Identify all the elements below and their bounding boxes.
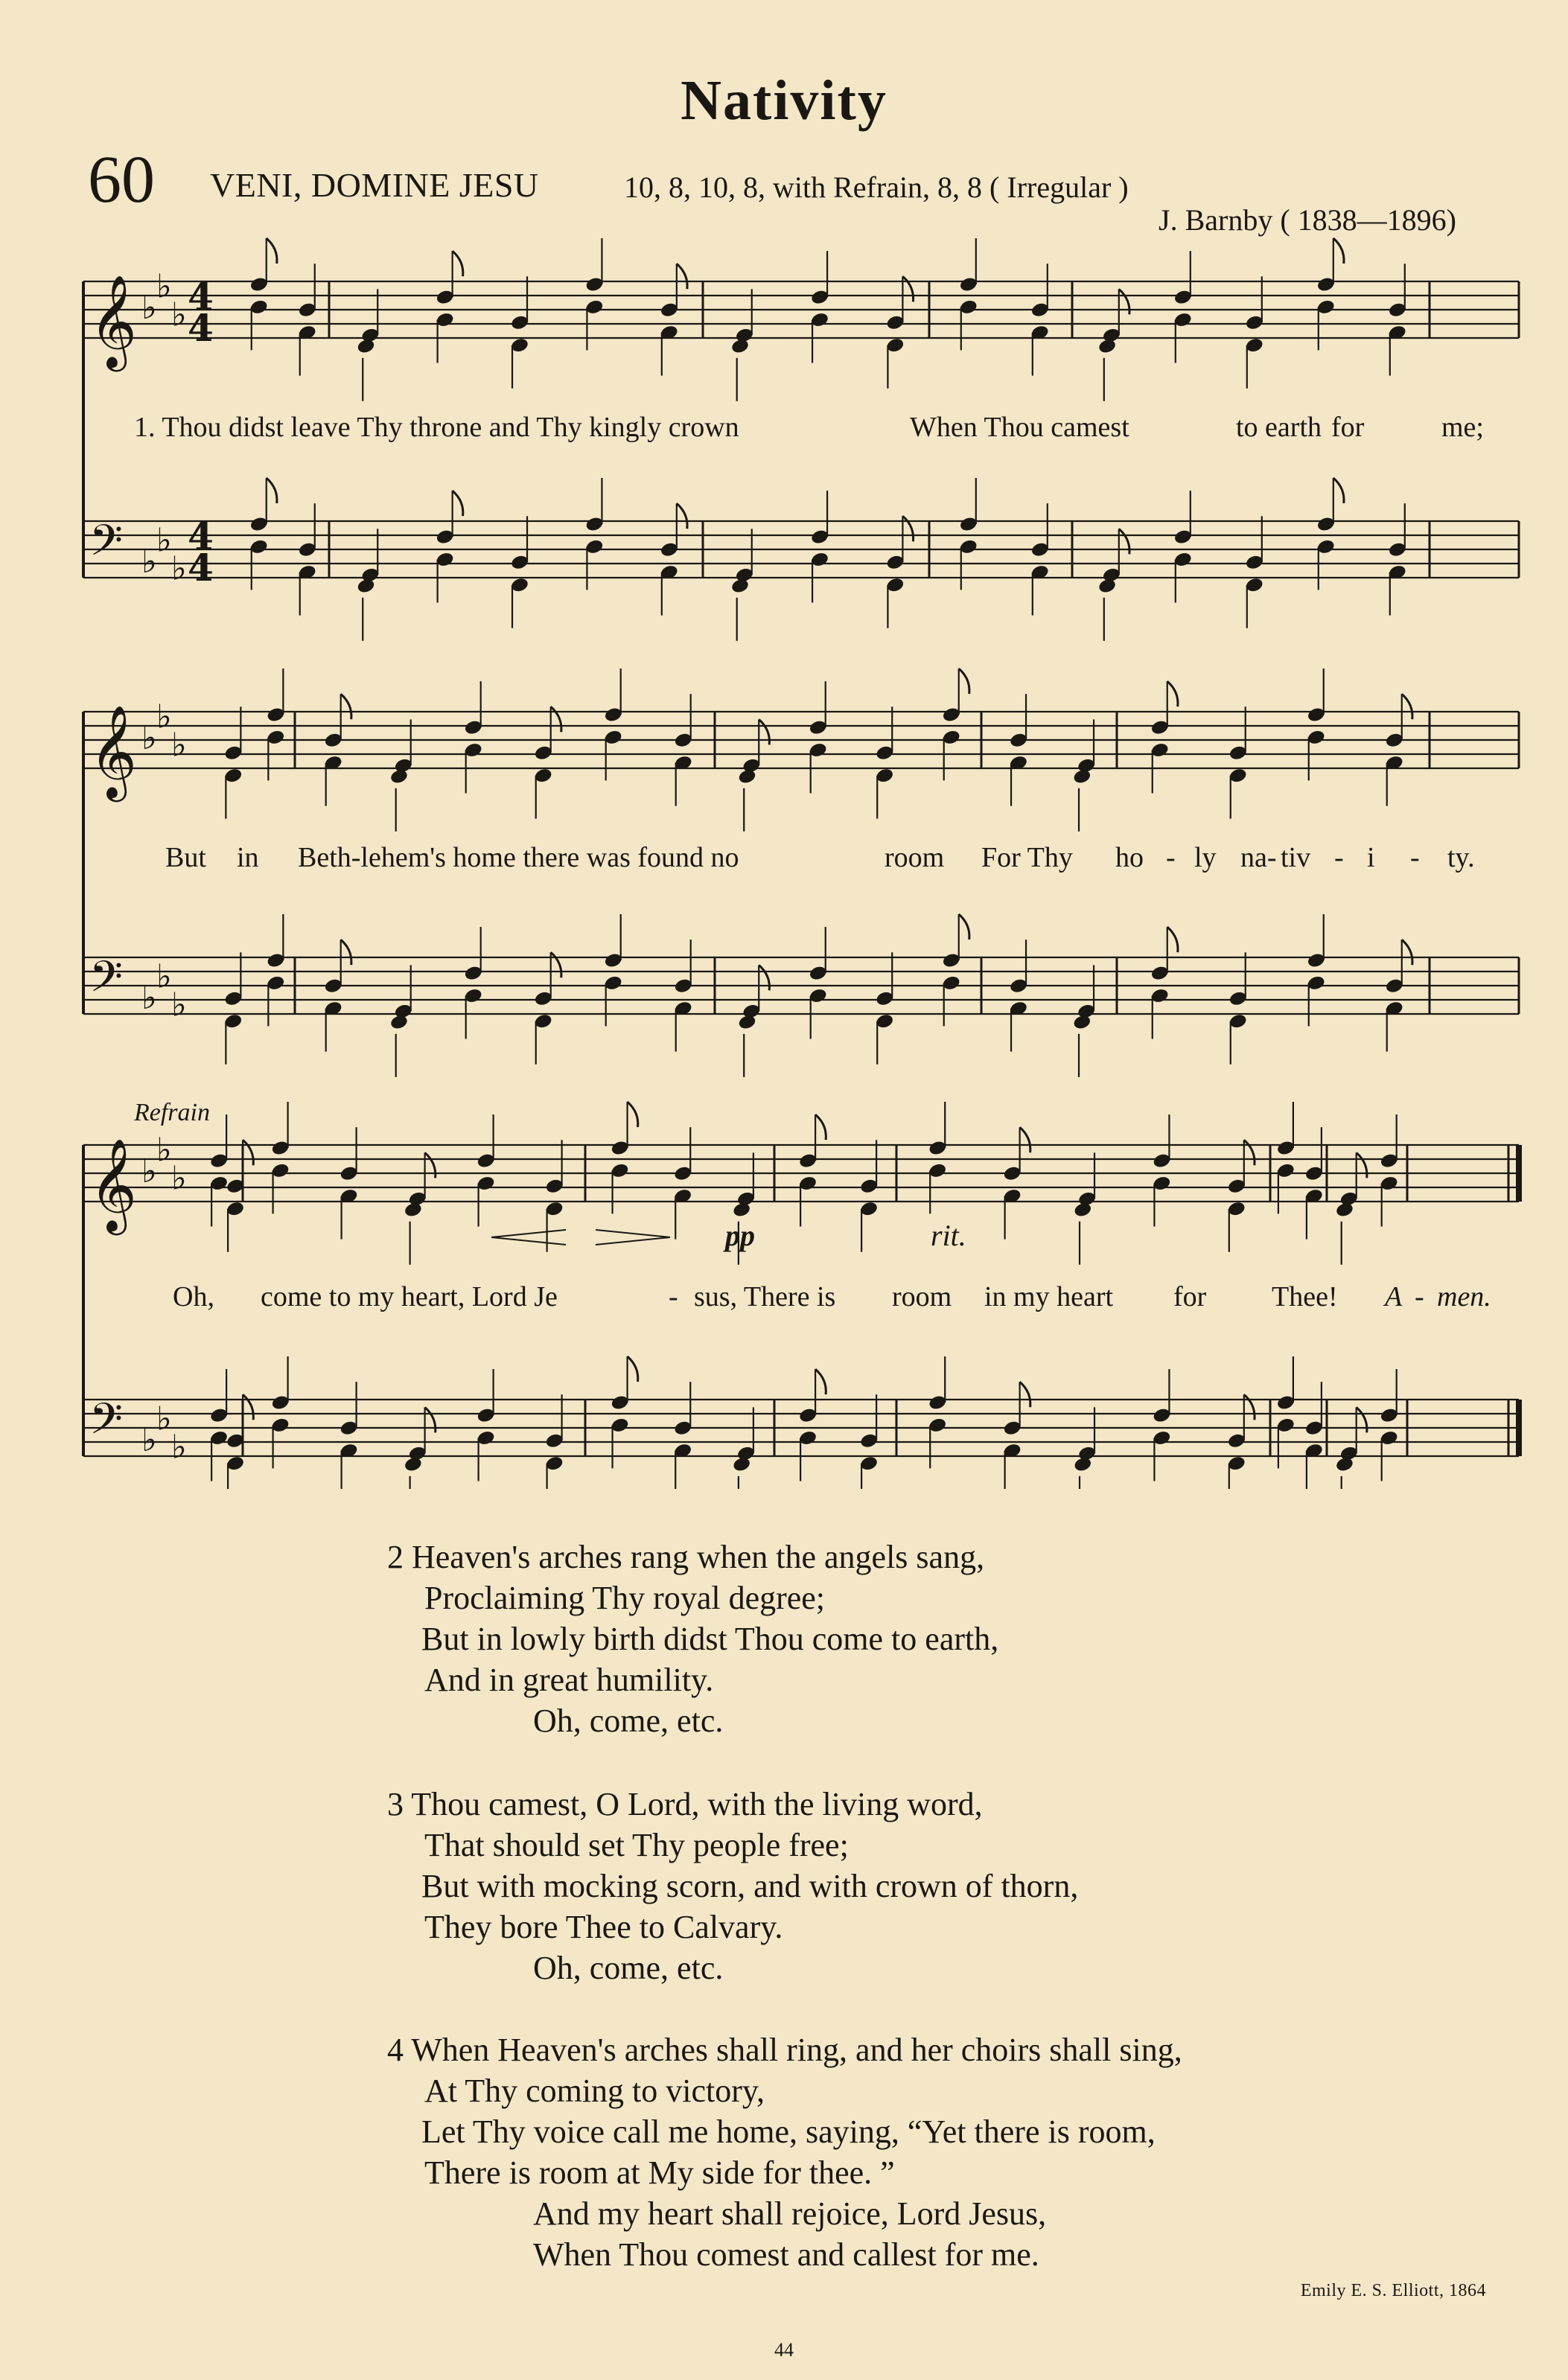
note-flag: [425, 1152, 436, 1178]
lyric-s2-4: For Thy: [981, 842, 1073, 873]
note-flag: [677, 503, 687, 529]
lyric-s1-b: When Thou camest: [910, 412, 1129, 443]
flat-sign: ♭: [171, 1159, 187, 1198]
note-flag: [1402, 939, 1412, 965]
note-flag: [1119, 529, 1129, 554]
lyric-s2-13: ty.: [1447, 842, 1475, 873]
lyric-s2-0: But: [165, 842, 206, 873]
stanza-4: [387, 2029, 1182, 2275]
stanza-line-text: Thou camest, O Lord, with the living word,: [411, 1786, 983, 1822]
lyric-s3-3: sus, There is: [694, 1281, 836, 1312]
flat-sign: ♭: [171, 296, 187, 334]
lyric-s3-0: Oh,: [173, 1281, 214, 1312]
lyric-s3-8: A: [1385, 1281, 1403, 1312]
lyric-s1-e: me;: [1441, 412, 1484, 443]
page-number: 44: [774, 2339, 794, 2361]
stanza-number: 3: [387, 1786, 404, 1822]
stanza-3: [387, 1784, 1078, 1988]
note-flag: [1020, 1382, 1030, 1407]
lyric-s3-10: men.: [1437, 1281, 1491, 1312]
lyric-s1-c: to earth: [1236, 412, 1322, 443]
bass-clef: 𝄢: [89, 951, 124, 1012]
note-flag: [243, 1140, 253, 1165]
lyric-s3-4: room: [892, 1281, 952, 1312]
note-flag: [1167, 927, 1178, 952]
note-flag: [815, 1114, 826, 1140]
note-flag: [759, 719, 769, 744]
stanza-line: And my heart shall rejoice, Lord Jesus,: [533, 2195, 1047, 2232]
lyric-s1-a: 1. Thou didst leave Thy throne and Thy kingly crown: [134, 412, 739, 443]
lyric-s2-2: Beth-lehem's home there was found no: [298, 842, 739, 873]
stanza-line: Oh, come, etc.: [533, 1703, 724, 1739]
note-flag: [1357, 1407, 1367, 1432]
stanza-line: [387, 1537, 998, 1577]
treble-clef: 𝄞: [89, 705, 137, 798]
time-signature-bottom: 4: [188, 546, 214, 590]
stanza-line: That should set Thy people free;: [424, 1827, 849, 1863]
flat-sign: ♭: [156, 1131, 172, 1170]
lyric-s2-8: na-: [1240, 842, 1277, 873]
stanza-line: And in great humility.: [424, 1662, 714, 1698]
note-flag: [267, 238, 277, 264]
note-flag: [243, 1394, 253, 1420]
lyric-s2-7: ly: [1194, 842, 1217, 873]
note-flag: [341, 939, 351, 965]
lyric-s2-12: -: [1410, 842, 1420, 873]
flat-sign: ♭: [171, 549, 187, 588]
note-flag: [425, 1407, 436, 1432]
lyric-s2-5: ho: [1115, 842, 1144, 873]
treble-clef: 𝄞: [89, 1138, 137, 1231]
note-flag: [341, 694, 351, 719]
note-flag: [677, 264, 687, 289]
text-author: Emily E. S. Elliott, 1864: [1300, 2281, 1486, 2300]
stanza-line: They bore Thee to Calvary.: [424, 1909, 783, 1945]
refrain-label: Refrain: [134, 1099, 210, 1126]
time-signature-top: 4: [188, 514, 214, 558]
note-flag: [453, 251, 463, 276]
note-flag: [1357, 1152, 1367, 1178]
lyric-s2-1: in: [237, 842, 259, 873]
flat-sign: ♭: [171, 726, 187, 765]
note-flag: [1167, 681, 1178, 706]
stanza-line: Oh, come, etc.: [533, 1950, 724, 1986]
bass-clef: 𝄢: [89, 1394, 124, 1455]
lyric-s2-11: i: [1367, 842, 1375, 873]
flat-sign: ♭: [141, 1152, 157, 1190]
note-flag: [1244, 1394, 1255, 1420]
note-flag: [267, 478, 277, 503]
note-flag: [902, 276, 913, 302]
note-flag: [815, 1369, 826, 1394]
note-flag: [902, 516, 913, 541]
composer: J. Barnby ( 1838—1896): [1159, 203, 1456, 237]
bass-clef: 𝄢: [89, 515, 124, 576]
flat-sign: ♭: [141, 289, 157, 327]
stanza-line: There is room at My side for thee. ”: [424, 2154, 895, 2191]
flat-sign: ♭: [141, 719, 157, 757]
lyric-s1-d: for: [1331, 412, 1365, 443]
lyric-s3-1: come to my heart, Lord Je: [261, 1281, 558, 1312]
stanza-line: At Thy coming to victory,: [424, 2073, 765, 2109]
stanza-line: [387, 2029, 1182, 2070]
note-flag: [453, 491, 463, 516]
note-flag: [1119, 289, 1129, 314]
flat-sign: ♭: [141, 543, 157, 581]
flat-sign: ♭: [156, 957, 172, 996]
note-flag: [959, 669, 969, 694]
dynamic-rit: rit.: [931, 1219, 966, 1252]
lyric-s3-5: in my heart: [984, 1281, 1114, 1312]
stanza-line-text: When Heaven's arches shall ring, and her choirs shall sing,: [411, 2032, 1182, 2068]
flat-sign: ♭: [156, 698, 172, 736]
time-signature-bottom: 4: [188, 306, 214, 350]
flat-sign: ♭: [171, 986, 187, 1024]
crescendo-hairpin: [491, 1230, 566, 1245]
note-flag: [551, 952, 561, 977]
lyric-s3-6: for: [1173, 1281, 1207, 1312]
lyric-s2-3: room: [885, 842, 945, 873]
stanza-line: Let Thy voice call me home, saying, “Yet there is room,: [421, 2113, 1156, 2150]
note-flag: [628, 1356, 638, 1382]
stanza-line: Proclaiming Thy royal degree;: [424, 1580, 826, 1616]
treble-clef: 𝄞: [89, 275, 137, 368]
lyric-s3-9: -: [1415, 1281, 1424, 1312]
stanza-line: When Thou comest and callest for me.: [533, 2236, 1039, 2273]
time-signature-top: 4: [188, 275, 214, 319]
flat-sign: ♭: [141, 979, 157, 1017]
meter: 10, 8, 10, 8, with Refrain, 8, 8 ( Irregular ): [624, 170, 1129, 204]
note-flag: [959, 914, 969, 939]
note-flag: [1333, 238, 1344, 264]
flat-sign: ♭: [141, 1421, 157, 1459]
decrescendo-hairpin: [596, 1230, 670, 1245]
stanza-2: [387, 1537, 998, 1741]
note-flag: [1020, 1127, 1030, 1152]
lyric-s2-10: -: [1334, 842, 1344, 873]
stanza-line: But with mocking scorn, and with crown of thorn,: [421, 1868, 1079, 1904]
stanza-number: 4: [387, 2032, 404, 2068]
stanza-number: 2: [387, 1539, 404, 1575]
dynamic-pp: pp: [725, 1219, 755, 1252]
tune-name: VENI, DOMINE JESU: [210, 166, 539, 204]
flat-sign: ♭: [156, 267, 172, 306]
note-flag: [1244, 1140, 1255, 1165]
flat-sign: ♭: [156, 521, 172, 560]
note-flag: [759, 965, 769, 990]
note-flag: [551, 706, 561, 732]
hymn-number: 60: [88, 143, 155, 217]
lyric-s2-6: -: [1166, 842, 1176, 873]
flat-sign: ♭: [156, 1400, 172, 1438]
lyric-s3-2: -: [669, 1281, 678, 1312]
flat-sign: ♭: [171, 1428, 187, 1467]
note-flag: [628, 1102, 638, 1127]
note-flag: [1333, 478, 1344, 503]
lyric-s2-9: tiv: [1281, 842, 1311, 873]
stanza-line-text: Heaven's arches rang when the angels sang,: [412, 1539, 985, 1575]
lyric-s3-7: Thee!: [1272, 1281, 1338, 1312]
stanza-line: [387, 1784, 1078, 1825]
note-flag: [1402, 694, 1412, 719]
stanza-line: But in lowly birth didst Thou come to earth,: [421, 1621, 999, 1657]
section-title: Nativity: [681, 69, 887, 132]
